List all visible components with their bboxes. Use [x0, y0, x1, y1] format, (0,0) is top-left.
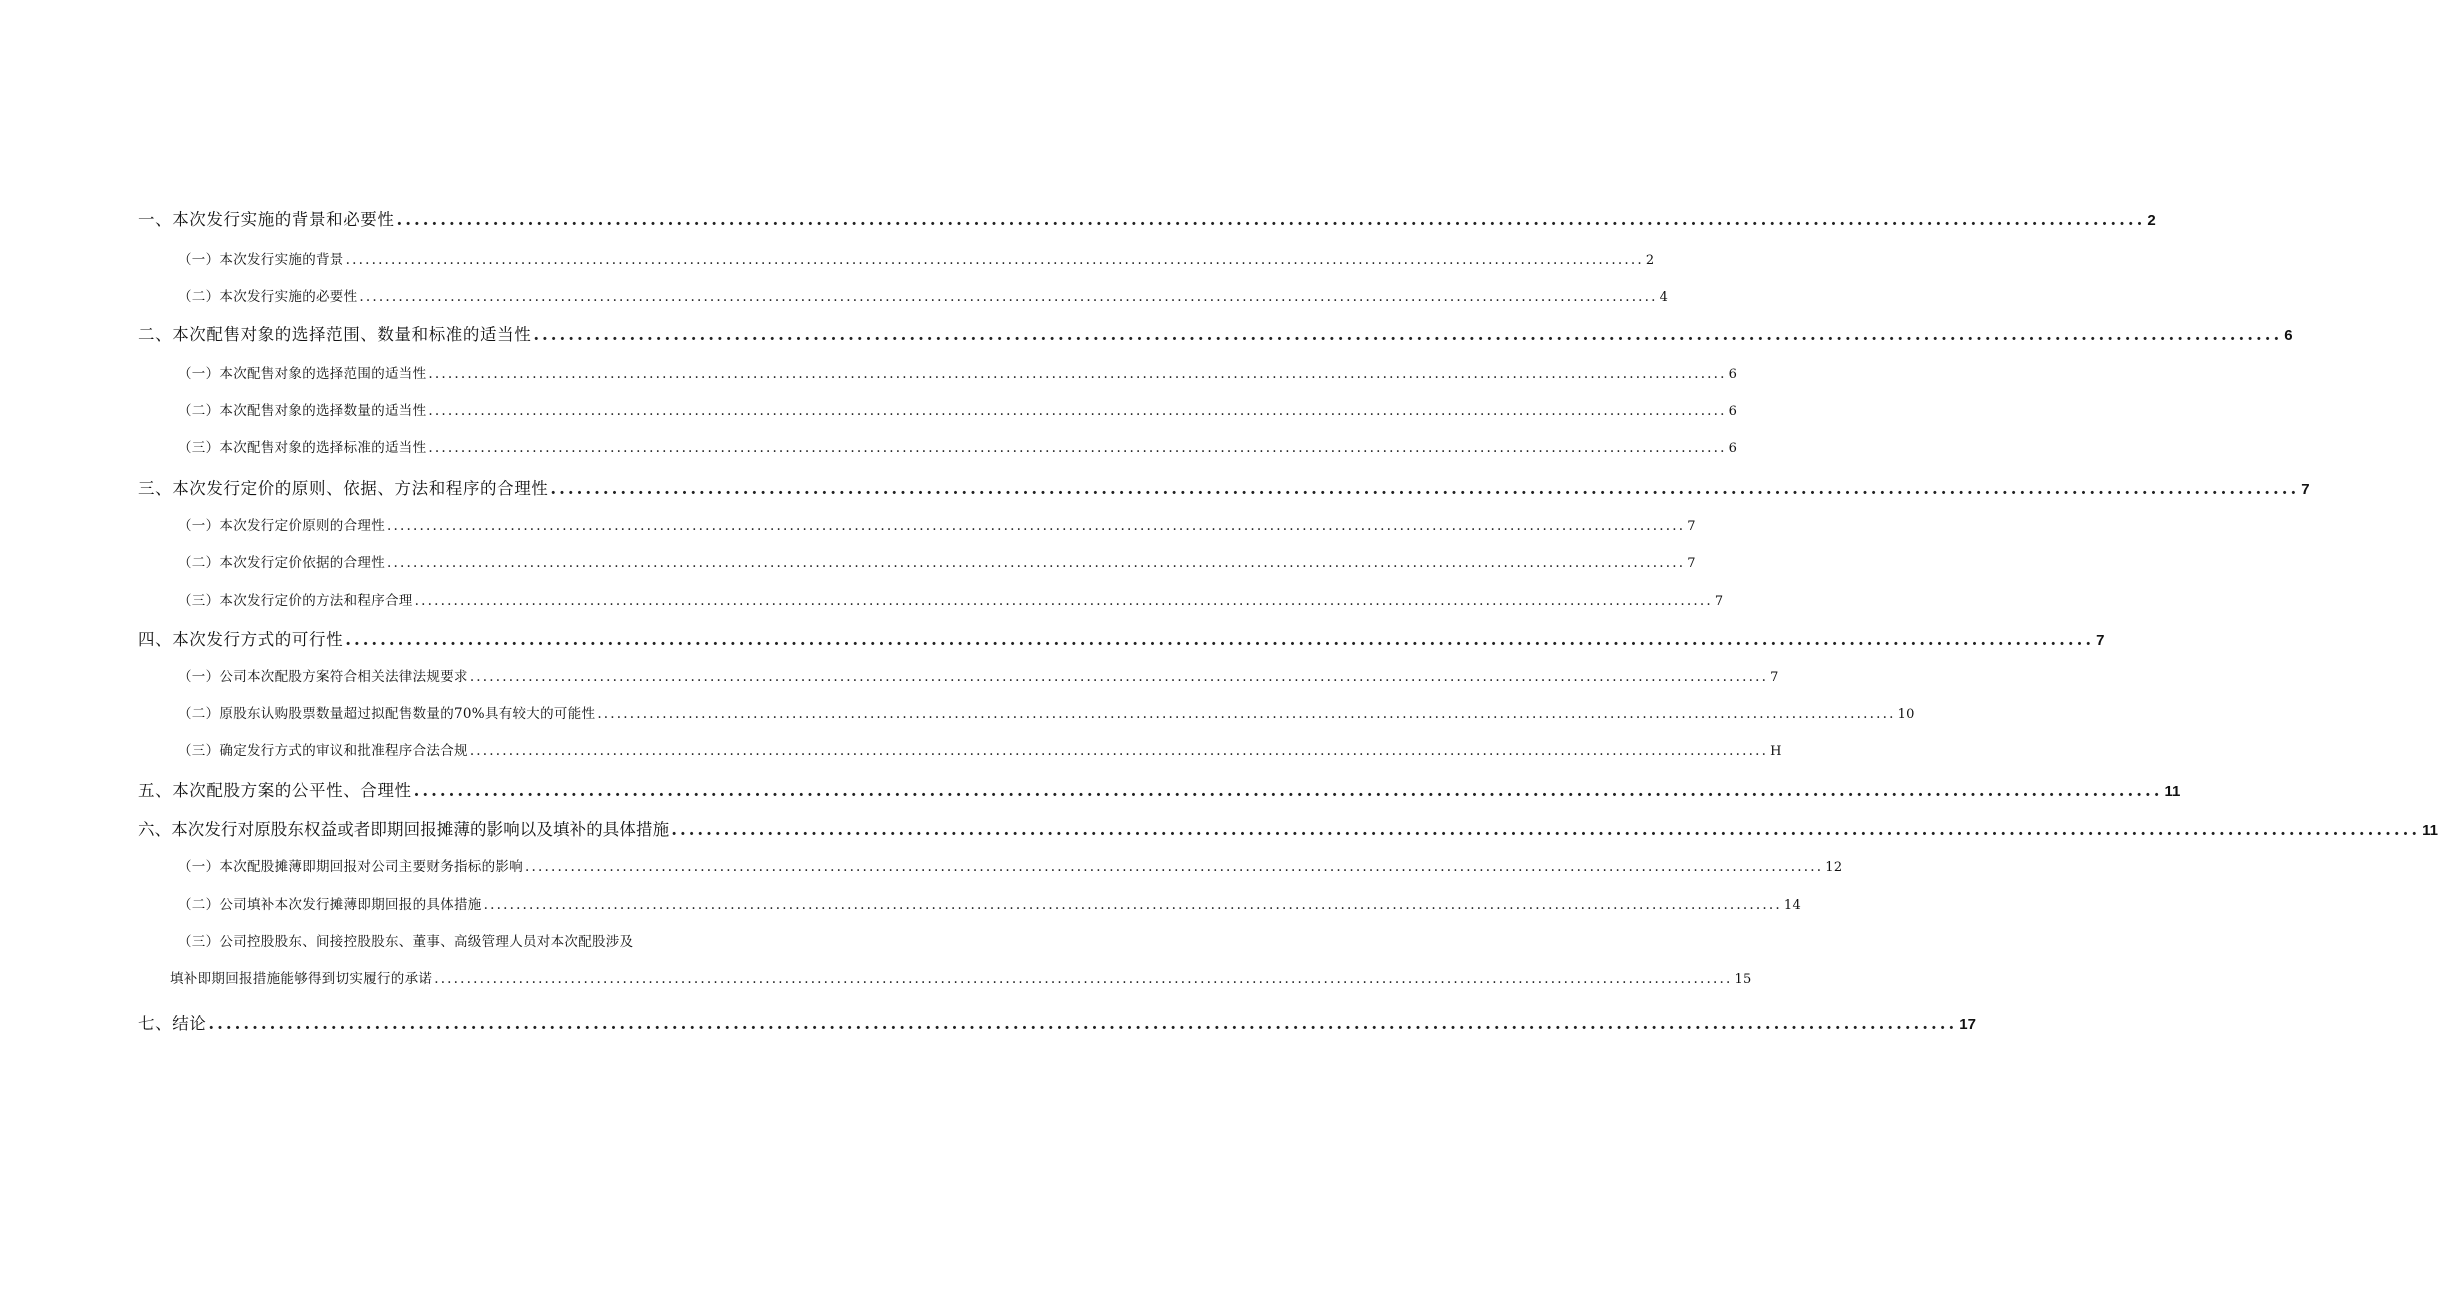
toc-leader-dots: ........................................................................................................................................................................................................ [671, 820, 2421, 839]
toc-page-number: 6 [1728, 404, 1738, 419]
toc-leader-dots: ........................................................................................................................................................................................................ [387, 518, 1686, 534]
toc-page-number: 2 [1645, 253, 1655, 268]
toc-entry[interactable] [138, 1010, 1976, 1034]
toc-entry[interactable] [178, 855, 1843, 875]
toc-page-number: 7 [1687, 519, 1696, 534]
toc-page-number: 6 [1728, 441, 1738, 456]
toc-entry[interactable] [138, 206, 2156, 230]
toc-leader-dots: ........................................................................................................................................................................................................ [434, 971, 1733, 987]
toc-entry[interactable] [178, 589, 1724, 609]
toc-leader-dots: ........................................................................................................................................................................................................ [525, 859, 1824, 875]
toc-entry-label: （一）本次发行定价原则的合理性 [178, 518, 385, 534]
toc-entry-label: （三）公司控股股东、间接控股股东、董事、高级管理人员对本次配股涉及 [178, 934, 634, 950]
toc-entry[interactable] [170, 967, 1752, 987]
toc-entry-label: 一、本次发行实施的背景和必要性 [138, 210, 395, 229]
toc-leader-dots: ........................................................................................................................................................................................................ [469, 669, 1769, 685]
toc-entry-label: 五、本次配股方案的公平性、合理性 [138, 781, 412, 800]
toc-entry[interactable] [178, 514, 1696, 534]
toc-leader-dots: ........................................................................................................................................................................................................ [345, 252, 1644, 268]
toc-leader-dots: ........................................................................................................................................................................................................ [597, 706, 1896, 722]
toc-entry[interactable] [138, 321, 2293, 345]
toc-page-number: 12 [1825, 860, 1843, 875]
toc-leader-dots: ........................................................................................................................................................................................................ [387, 555, 1686, 571]
toc-entry-label: （一）公司本次配股方案符合相关法律法规要求 [178, 669, 468, 685]
toc-entry-label: （一）本次发行实施的背景 [178, 252, 344, 268]
toc-leader-dots: ........................................................................................................................................................................................................ [533, 325, 2283, 344]
toc-leader-dots: ........................................................................................................................................................................................................ [359, 289, 1658, 305]
toc-entry[interactable] [178, 551, 1696, 571]
toc-entry-label: （三）本次发行定价的方法和程序合理 [178, 593, 413, 609]
toc-page-number: 7 [1770, 670, 1779, 685]
toc-page-number: 11 [2422, 822, 2438, 839]
toc-leader-dots: ........................................................................................................................................................................................................ [550, 479, 2300, 498]
toc-entry-label: 二、本次配售对象的选择范围、数量和标准的适当性 [138, 325, 532, 344]
toc-page-number: 7 [1714, 594, 1724, 609]
toc-entry-label: （二）本次发行实施的必要性 [178, 289, 358, 305]
toc-entry-label: （二）本次发行定价依据的合理性 [178, 555, 385, 571]
toc-leader-dots: ........................................................................................................................................................................................................ [345, 630, 2095, 649]
toc-entry-label: （二）本次配售对象的选择数量的适当性 [178, 403, 427, 419]
toc-page-number: 14 [1783, 898, 1802, 913]
toc-entry-label: （三）确定发行方式的审议和批准程序合法合规 [178, 743, 468, 759]
toc-entry[interactable] [138, 816, 2438, 840]
toc-leader-dots: ........................................................................................................................................................................................................ [428, 440, 1727, 456]
toc-entry[interactable] [138, 777, 2181, 801]
toc-entry[interactable] [178, 362, 1738, 382]
toc-entry-label: 三、本次发行定价的原则、依据、方法和程序的合理性 [138, 479, 549, 498]
toc-entry[interactable] [178, 739, 1782, 759]
toc-page-number: 4 [1659, 290, 1669, 305]
toc-entry-label: 六、本次发行对原股东权益或者即期回报摊薄的影响以及填补的具体措施 [138, 820, 670, 839]
toc-entry[interactable] [178, 665, 1779, 685]
toc-page-number: 6 [2284, 327, 2293, 344]
toc-entry[interactable] [178, 248, 1655, 268]
toc-page-number: 10 [1897, 707, 1915, 722]
toc-leader-dots: ........................................................................................................................................................................................................ [396, 210, 2146, 229]
toc-entry-label: （三）本次配售对象的选择标准的适当性 [178, 440, 427, 456]
toc-page-number: 6 [1728, 367, 1738, 382]
toc-page-number: H [1770, 744, 1782, 759]
toc-entry-label: （一）本次配售对象的选择范围的适当性 [178, 366, 427, 382]
toc-entry-label: （二）原股东认购股票数量超过拟配售数量的70%具有较大的可能性 [178, 706, 596, 722]
toc-entry-label: （一）本次配股摊薄即期回报对公司主要财务指标的影响 [178, 859, 523, 875]
toc-entry-label-continuation: 填补即期回报措施能够得到切实履行的承诺 [170, 971, 433, 987]
toc-entry-label: 四、本次发行方式的可行性 [138, 630, 344, 649]
toc-leader-dots: ........................................................................................................................................................................................................ [208, 1014, 1958, 1033]
toc-entry[interactable] [178, 436, 1738, 456]
toc-leader-dots: ........................................................................................................................................................................................................ [483, 897, 1782, 913]
toc-entry-label: （二）公司填补本次发行摊薄即期回报的具体措施 [178, 897, 482, 913]
toc-leader-dots: ........................................................................................................................................................................................................ [469, 743, 1769, 759]
toc-leader-dots: ........................................................................................................................................................................................................ [413, 781, 2163, 800]
toc-leader-dots: ........................................................................................................................................................................................................ [428, 366, 1727, 382]
toc-page-number: 15 [1734, 972, 1752, 987]
toc-page-number: 17 [1959, 1016, 1976, 1033]
toc-entry[interactable] [178, 285, 1669, 305]
toc-page-number: 7 [1687, 556, 1696, 571]
toc-page-number: 11 [2164, 783, 2181, 800]
toc-entry[interactable] [138, 475, 2310, 499]
toc-leader-dots: ........................................................................................................................................................................................................ [414, 593, 1713, 609]
toc-page-number: 2 [2147, 212, 2156, 229]
toc-page-number: 7 [2301, 481, 2310, 498]
toc-page-number: 7 [2096, 632, 2105, 649]
toc-entry[interactable] [178, 893, 1802, 913]
toc-entry-label: 七、结论 [138, 1014, 207, 1033]
toc-entry[interactable] [138, 626, 2105, 650]
toc-entry[interactable] [178, 399, 1738, 419]
toc-entry[interactable] [178, 702, 1915, 722]
toc-leader-dots: ........................................................................................................................................................................................................ [428, 403, 1727, 419]
